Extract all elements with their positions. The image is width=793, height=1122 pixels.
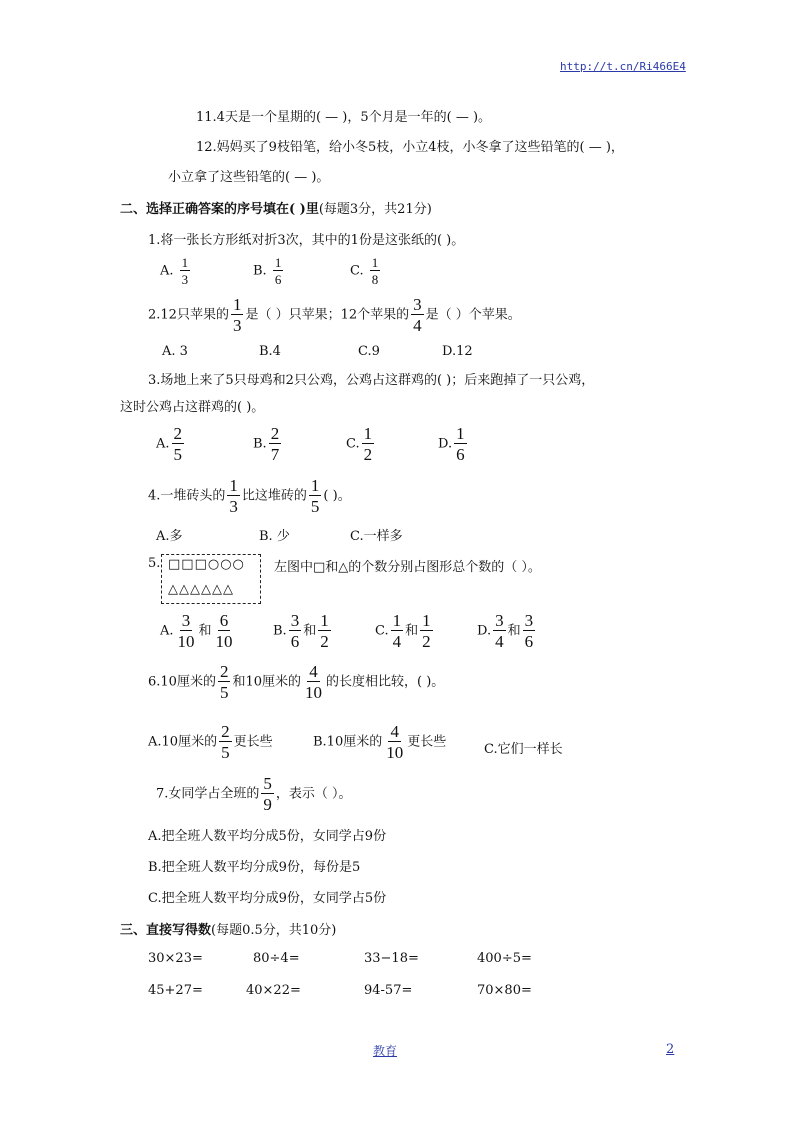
calc-item: 33−18= bbox=[364, 951, 419, 966]
q2-text-3: 是（ ）个苹果。 bbox=[425, 307, 521, 323]
calc-item: 80÷4= bbox=[253, 951, 300, 966]
denominator: 2 bbox=[422, 632, 431, 651]
q3-line2: 这时公鸡占这群鸡的( )。 bbox=[120, 400, 265, 415]
section-2-heading bbox=[120, 198, 432, 217]
q5-stem: 左图中□和△的个数分别占图形总个数的（ ）。 bbox=[274, 560, 541, 575]
shapes-figure bbox=[161, 554, 261, 604]
option-label: C. bbox=[375, 623, 389, 639]
denominator: 10 bbox=[386, 743, 404, 762]
section-3-note: (每题0.5分，共10分) bbox=[211, 923, 337, 938]
fraction bbox=[384, 723, 405, 761]
numerator: 1 bbox=[232, 295, 242, 314]
shapes-row-triangles: △△△△△△ bbox=[168, 582, 234, 597]
calc-item: 40×22= bbox=[246, 983, 301, 998]
denominator: 10 bbox=[177, 632, 195, 651]
denominator: 5 bbox=[221, 743, 230, 762]
q5-option-c bbox=[375, 612, 435, 650]
q6-a-pre: A.10厘米的 bbox=[148, 734, 218, 750]
and-text: 和 bbox=[405, 623, 419, 639]
q2-stem bbox=[148, 296, 521, 334]
denominator: 6 bbox=[290, 632, 300, 651]
shapes-row-squares-circles: □□□○○○ bbox=[168, 557, 245, 572]
q6-b-pre: B.10厘米的 bbox=[313, 734, 383, 750]
denominator: 6 bbox=[274, 272, 282, 287]
fraction bbox=[493, 612, 506, 650]
section-3-heading bbox=[120, 919, 336, 938]
q7-stem bbox=[156, 775, 352, 813]
numerator: 1 bbox=[371, 255, 379, 270]
fraction bbox=[172, 425, 185, 463]
denominator: 9 bbox=[263, 795, 272, 814]
q3-option-d bbox=[438, 425, 469, 463]
numerator: 1 bbox=[229, 476, 238, 495]
q6-option-c: C.它们一样长 bbox=[484, 742, 563, 757]
option-label: C. bbox=[350, 263, 364, 279]
option-label: C. bbox=[346, 436, 360, 452]
q3-line1: 3.场地上来了5只母鸡和2只公鸡，公鸡占这群鸡的( )；后来跑掉了一只公鸡， bbox=[148, 373, 595, 388]
and-text: 和 bbox=[198, 623, 212, 639]
q1-option-b bbox=[253, 256, 285, 286]
q6-text-2: 和10厘米的 bbox=[232, 674, 301, 690]
fraction bbox=[180, 256, 191, 286]
q4-text-1: 4.一堆砖头的 bbox=[148, 488, 226, 504]
denominator: 3 bbox=[229, 497, 238, 516]
q3-option-b bbox=[253, 425, 283, 463]
denominator: 5 bbox=[310, 497, 320, 516]
q6-text-1: 6.10厘米的 bbox=[148, 674, 216, 690]
calc-item: 70×80= bbox=[477, 983, 532, 998]
numerator: 3 bbox=[413, 295, 422, 314]
q2-option-a: A. 3 bbox=[162, 344, 188, 359]
q6-a-post: 更长些 bbox=[233, 734, 273, 750]
q6-b-post: 更长些 bbox=[407, 734, 447, 750]
option-label: A. bbox=[160, 623, 174, 639]
fraction bbox=[269, 425, 282, 463]
numerator: 1 bbox=[310, 476, 320, 495]
denominator: 5 bbox=[173, 445, 183, 464]
numerator: 1 bbox=[181, 255, 189, 270]
q1-stem: 1.将一张长方形纸对折3次，其中的1份是这张纸的( )。 bbox=[148, 233, 465, 248]
q1-option-a bbox=[160, 256, 192, 286]
numerator: 6 bbox=[219, 611, 229, 630]
numerator: 2 bbox=[270, 424, 280, 443]
q2-text-2: 是（ ）只苹果；12个苹果的 bbox=[245, 307, 410, 323]
denominator: 5 bbox=[219, 683, 229, 702]
numerator: 2 bbox=[173, 424, 183, 443]
numerator: 4 bbox=[309, 662, 318, 681]
q2-option-d: D.12 bbox=[442, 344, 473, 359]
fraction bbox=[309, 477, 322, 515]
q7-text-1: 7.女同学占全班的 bbox=[156, 786, 260, 802]
numerator: 1 bbox=[392, 611, 402, 630]
numerator: 1 bbox=[456, 424, 465, 443]
question-12-line1: 12.妈妈买了9枝铅笔，给小冬5枝，小立4枝，小冬拿了这些铅笔的( — )， bbox=[196, 140, 624, 155]
q5-option-b bbox=[273, 612, 333, 650]
q3-option-c bbox=[346, 425, 376, 463]
numerator: 3 bbox=[495, 611, 504, 630]
option-label: B. bbox=[253, 436, 267, 452]
q4-text-3: ( )。 bbox=[323, 488, 351, 504]
option-label: B. bbox=[273, 623, 287, 639]
q2-text-1: 2.12只苹果的 bbox=[148, 307, 229, 323]
denominator: 3 bbox=[232, 316, 242, 335]
denominator: 2 bbox=[363, 445, 373, 464]
q2-option-b: B.4 bbox=[259, 344, 281, 359]
section-2-title: 二、选择正确答案的序号填在( )里 bbox=[120, 202, 319, 217]
q4-option-b: B. 少 bbox=[259, 529, 290, 544]
fraction bbox=[219, 723, 232, 761]
section-2-note: (每题3分，共21分) bbox=[318, 202, 432, 217]
denominator: 10 bbox=[305, 683, 322, 702]
numerator: 3 bbox=[524, 611, 534, 630]
q4-text-2: 比这堆砖的 bbox=[241, 488, 307, 504]
q2-option-c: C.9 bbox=[358, 344, 380, 359]
denominator: 8 bbox=[371, 272, 379, 287]
fraction bbox=[231, 296, 244, 334]
q5-number: 5. bbox=[148, 556, 161, 571]
page-number: 2 bbox=[666, 1042, 675, 1057]
denominator: 3 bbox=[181, 272, 189, 287]
numerator: 4 bbox=[390, 722, 399, 741]
q7-text-2: ，表示（ ）。 bbox=[275, 786, 352, 802]
calc-item: 400÷5= bbox=[477, 951, 532, 966]
and-text: 和 bbox=[303, 623, 317, 639]
numerator: 1 bbox=[274, 255, 282, 270]
q7-option-b: B.把全班人数平均分成9份，每份是5 bbox=[148, 860, 361, 875]
numerator: 2 bbox=[221, 722, 230, 741]
fraction bbox=[362, 425, 375, 463]
numerator: 2 bbox=[219, 662, 229, 681]
calc-item: 94-57= bbox=[364, 983, 413, 998]
q6-option-b bbox=[313, 723, 446, 761]
option-label: D. bbox=[438, 436, 453, 452]
q7-option-c: C.把全班人数平均分成9份，女同学占5份 bbox=[148, 891, 387, 906]
numerator: 5 bbox=[263, 774, 272, 793]
fraction bbox=[391, 612, 404, 650]
numerator: 1 bbox=[363, 424, 373, 443]
section-3-title: 三、直接写得数 bbox=[120, 923, 212, 938]
fraction bbox=[261, 775, 274, 813]
denominator: 6 bbox=[456, 445, 465, 464]
fraction bbox=[370, 256, 381, 286]
option-label: A. bbox=[156, 436, 170, 452]
q4-option-a: A.多 bbox=[156, 529, 183, 544]
fraction bbox=[454, 425, 467, 463]
denominator: 4 bbox=[495, 632, 504, 651]
q7-option-a: A.把全班人数平均分成5份，女同学占9份 bbox=[148, 829, 387, 844]
q6-stem bbox=[148, 663, 444, 701]
numerator: 1 bbox=[422, 611, 431, 630]
question-11: 11.4天是一个星期的( — )，5个月是一年的( — )。 bbox=[196, 110, 492, 125]
question-12-line2: 小立拿了这些铅笔的( — )。 bbox=[168, 170, 330, 185]
fraction bbox=[523, 612, 536, 650]
fraction bbox=[303, 663, 324, 701]
denominator: 4 bbox=[392, 632, 402, 651]
option-label: D. bbox=[477, 623, 492, 639]
fraction bbox=[273, 256, 284, 286]
q1-option-c bbox=[350, 256, 382, 286]
fraction bbox=[411, 296, 424, 334]
q6-option-a bbox=[148, 723, 273, 761]
calc-item: 45+27= bbox=[148, 983, 203, 998]
denominator: 10 bbox=[215, 632, 233, 651]
fraction bbox=[289, 612, 302, 650]
denominator: 6 bbox=[524, 632, 534, 651]
q3-option-a bbox=[156, 425, 186, 463]
fraction bbox=[318, 612, 331, 650]
q5-option-d bbox=[477, 612, 537, 650]
option-label: A. bbox=[160, 263, 174, 279]
q5-option-a bbox=[160, 612, 237, 650]
numerator: 3 bbox=[290, 611, 300, 630]
footer-link[interactable]: 教育 bbox=[373, 1044, 398, 1058]
q4-stem bbox=[148, 477, 351, 515]
fraction bbox=[214, 612, 235, 650]
numerator: 3 bbox=[181, 611, 191, 630]
fraction bbox=[176, 612, 197, 650]
denominator: 4 bbox=[413, 316, 422, 335]
header-url-link[interactable]: http://t.cn/Ri466E4 bbox=[560, 60, 686, 73]
calc-item: 30×23= bbox=[148, 951, 203, 966]
fraction bbox=[420, 612, 433, 650]
numerator: 1 bbox=[320, 611, 329, 630]
q6-text-3: 的长度相比较，( )。 bbox=[326, 674, 445, 690]
fraction bbox=[218, 663, 231, 701]
fraction bbox=[227, 477, 240, 515]
q4-option-c: C.一样多 bbox=[350, 529, 403, 544]
and-text: 和 bbox=[507, 623, 521, 639]
denominator: 2 bbox=[320, 632, 329, 651]
denominator: 7 bbox=[270, 445, 280, 464]
option-label: B. bbox=[253, 263, 267, 279]
